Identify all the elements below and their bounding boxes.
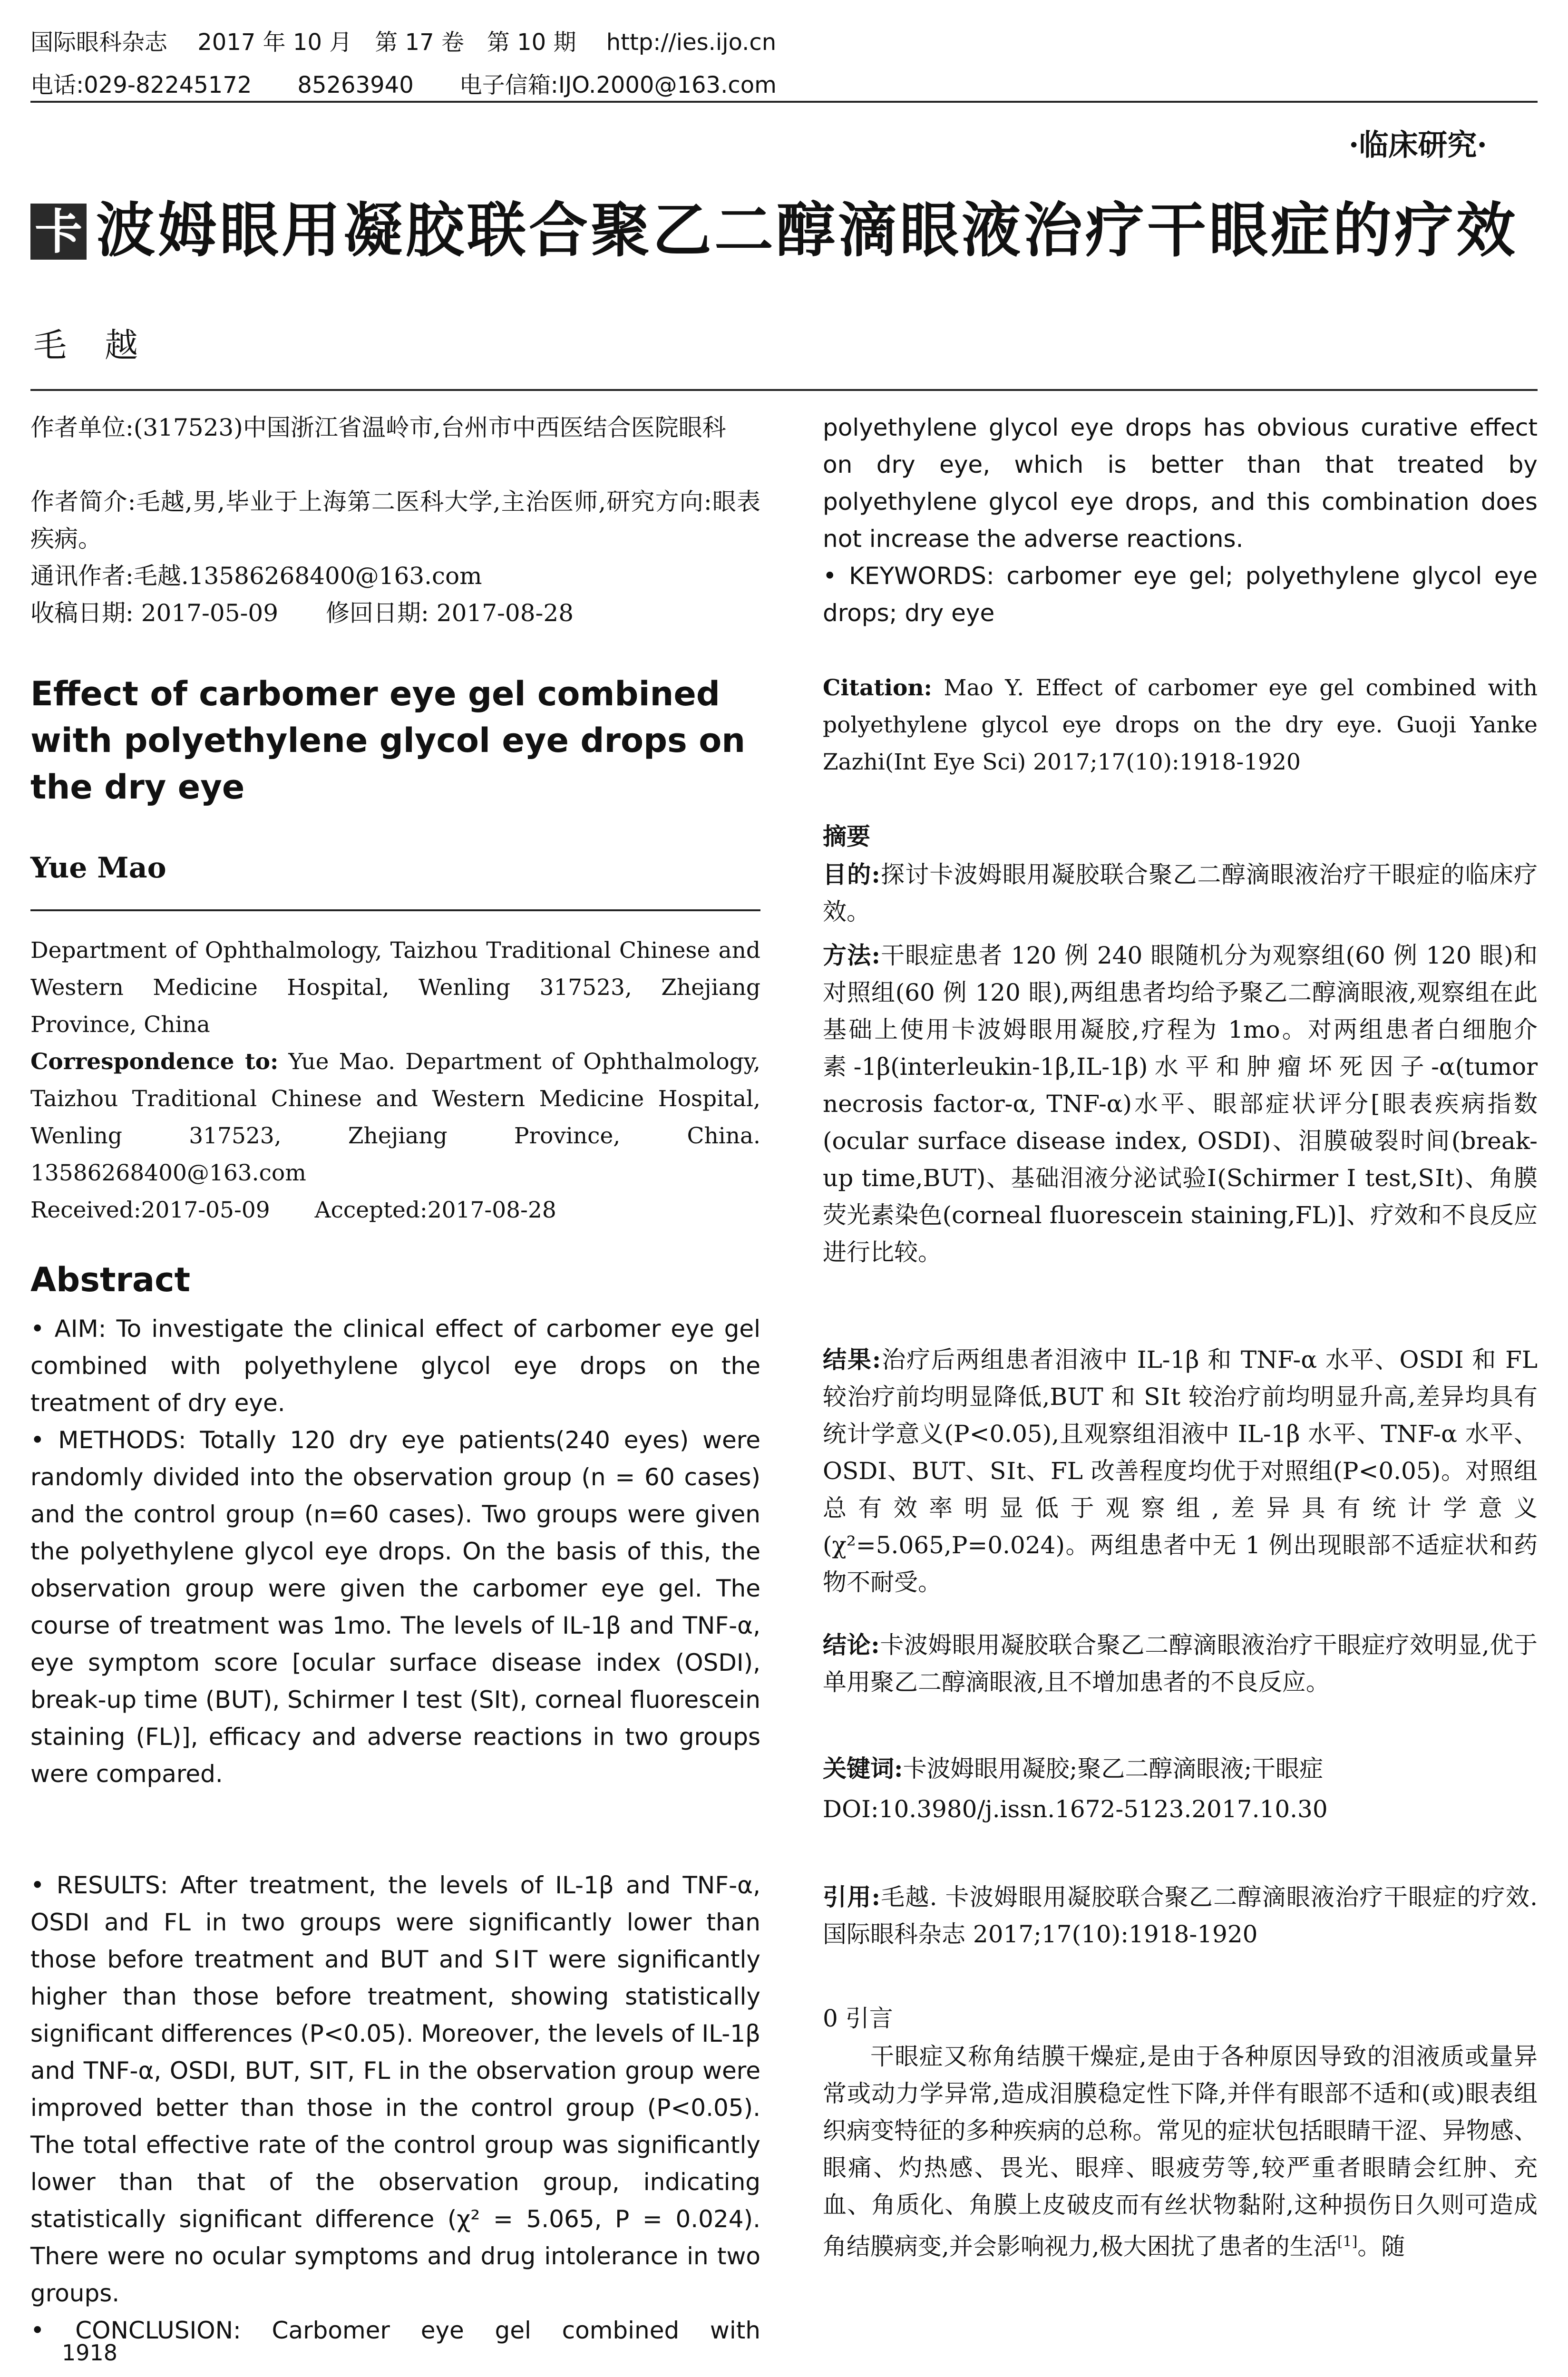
abstract-conclusion-start: • CONCLUSION: Carbomer eye gel combined with [30, 2317, 760, 2344]
english-author: Yue Mao [30, 851, 166, 885]
intro-paragraph [823, 2038, 1538, 2265]
cn-results-label: 结果: [823, 1345, 881, 1374]
journal-header-line2: 电话:029-82245172 85263940 电子信箱:IJO.2000@163.com [30, 72, 777, 98]
doi: DOI:10.3980/j.issn.1672-5123.2017.10.30 [823, 1795, 1328, 1823]
cn-abstract-methods [823, 937, 1538, 1271]
cn-results-text: 治疗后两组患者泪液中 IL-1β 和 TNF-α 水平、OSDI 和 FL 较治疗前均明显降低,BUT 和 SⅠt 较治疗前均明显升高,差异均具有统计学意义(P<0.05),且观察组泪液中 IL-1β 水平、TNF-α 水平、OSDI、BUT、SⅠt、FL 改善程度均优于对照组(P<0.05)。对照组总有效率明显低于观察组,差异具有统计学意义(χ²=5.065,P=0.024)。两组患者中无 1 例出现眼部不适症状和药物不耐受。 [823, 1346, 1538, 1596]
cn-aim-label: 目的: [823, 860, 880, 888]
citation-text: Mao Y. Effect of carbomer eye gel combined with polyethylene glycol eye drops on the dry eye. Guoji Yanke Zazhi(Int Eye Sci) 2017;17(10):1918-1920 [823, 675, 1538, 775]
abstract-conclusion-cont: polyethylene glycol eye drops has obvious curative effect on dry eye, which is better than that treated by polyethylene glycol eye drops, and this combination does not increase the adverse reactions. [823, 414, 1538, 553]
cn-conclusion-text: 卡波姆眼用凝胶联合聚乙二醇滴眼液治疗干眼症疗效明显,优于单用聚乙二醇滴眼液,且不增加患者的不良反应。 [823, 1631, 1538, 1696]
cn-keywords-label: 关键词: [823, 1754, 903, 1783]
cn-abstract-heading: 摘要 [823, 822, 870, 850]
title-first-char-mark: 卡 [30, 204, 87, 260]
abstract-keywords: • KEYWORDS: carbomer eye gel; polyethylene glycol eye drops; dry eye [823, 562, 1538, 627]
header-divider [30, 101, 1538, 103]
cn-conclusion-label: 结论: [823, 1631, 880, 1659]
cn-citation-text: 毛越. 卡波姆眼用凝胶联合聚乙二醇滴眼液治疗干眼症的疗效. 国际眼科杂志 2017;17(10):1918-1920 [823, 1883, 1538, 1948]
affiliation-unit: 作者单位:(317523)中国浙江省温岭市,台州市中西医结合医院眼科 [30, 414, 726, 441]
correspondence-text: Yue Mao. Department of Ophthalmology, Taizhou Traditional Chinese and Western Medicine Hospital, Wenling 317523, Zhejiang Province, China. 13586268400@163.com [30, 1049, 760, 1186]
received-dates: 收稿日期: 2017-05-09 修回日期: 2017-08-28 [30, 599, 574, 627]
author-cn: 毛越 [33, 326, 176, 365]
cn-abstract-aim [823, 856, 1538, 930]
cn-methods-label: 方法: [823, 941, 880, 969]
cn-citation-label: 引用: [823, 1883, 880, 1911]
intro-tail: 。随 [1357, 2232, 1405, 2260]
citation-label: Citation: [823, 675, 932, 701]
cn-keywords-text: 卡波姆眼用凝胶;聚乙二醇滴眼液;干眼症 [903, 1755, 1324, 1783]
article-title [30, 195, 1538, 266]
cn-aim-text: 探讨卡波姆眼用凝胶联合聚乙二醇滴眼液治疗干眼症的临床疗效。 [823, 861, 1538, 925]
abstract-heading: Abstract [30, 1260, 191, 1299]
abstract-methods: • METHODS: Totally 120 dry eye patients(240 eyes) were randomly divided into the observation group (n = 60 cases) and the control group (n=60 cases). Two groups were given the polyethylene glycol eye drops. On the basis of this, the observation group were given the carbomer eye gel. The course of treatment was 1mo. The levels of IL-1β and TNF-α, eye symptom score [ocular surface disease index (OSDI), break-up time (BUT), Schirmer Ⅰ test (SⅠt), corneal fluorescein staining (FL)], efficacy and adverse reactions in two groups were compared. [30, 1426, 760, 1788]
section-tag: ·临床研究· [1348, 127, 1487, 162]
intro-heading: 0 引言 [823, 2005, 893, 2032]
corresponding-author: 通讯作者:毛越.13586268400@163.com [30, 562, 482, 590]
abstract-aim: • AIM: To investigate the clinical effect of carbomer eye gel combined with polyethylene glycol eye drops on the treatment of dry eye. [30, 1315, 760, 1417]
intro-text: 干眼症又称角结膜干燥症,是由于各种原因导致的泪液质或量异常或动力学异常,造成泪膜稳定性下降,并伴有眼部不适和(或)眼表组织病变特征的多种疾病的总称。常见的症状包括眼睛干涩、异物感、眼痛、灼热感、畏光、眼痒、眼疲劳等,较严重者眼睛会红肿、充血、角质化、角膜上皮破皮而有丝状物黏附,这种损伤日久则可造成角结膜病变,并会影响视力,极大困扰了患者的生活 [823, 2043, 1538, 2260]
cn-citation [823, 1879, 1538, 1953]
title-divider [30, 389, 1538, 391]
en-author-divider [30, 909, 760, 911]
author-intro: 作者简介:毛越,男,毕业于上海第二医科大学,主治医师,研究方向:眼表疾病。 [30, 488, 760, 553]
cn-abstract-keywords [823, 1750, 1538, 1787]
cn-methods-text: 干眼症患者 120 例 240 眼随机分为观察组(60 例 120 眼)和对照组(60 例 120 眼),两组患者均给予聚乙二醇滴眼液,观察组在此基础上使用卡波姆眼用凝胶,疗程为 1mo。对两组患者白细胞介素-1β(interleukin-1β,IL-1β)水平和肿瘤坏死因子-α(tumor necrosis factor-α, TNF-α)水平、眼部症状评分[眼表疾病指数(ocular surface disease index, OSDI)、泪膜破裂时间(break-up time,BUT)、基础泪液分泌试验Ⅰ(Schirmer Ⅰ test,SⅠt)、角膜荧光素染色(corneal fluorescein staining,FL)]、疗效和不良反应进行比较。 [823, 942, 1538, 1266]
page-number: 1918 [62, 2340, 118, 2366]
english-correspondence [30, 1043, 760, 1192]
title-text: 波姆眼用凝胶联合聚乙二醇滴眼液治疗干眼症的疗效 [96, 196, 1519, 265]
english-dates: Received:2017-05-09 Accepted:2017-08-28 [30, 1197, 556, 1223]
cn-abstract-results [823, 1341, 1538, 1601]
journal-header-line1: 国际眼科杂志 2017 年 10 月 第 17 卷 第 10 期 http://ies.ijo.cn [30, 29, 777, 56]
cn-abstract-conclusion [823, 1627, 1538, 1701]
citation-en [823, 670, 1538, 781]
english-department: Department of Ophthalmology, Taizhou Traditional Chinese and Western Medicine Hospital, Wenling 317523, Zhejiang Province, China [30, 937, 760, 1038]
abstract-results: • RESULTS: After treatment, the levels of IL-1β and TNF-α, OSDI and FL in two groups were significantly lower than those before treatment and BUT and SⅠT were significantly higher than those before treatment, showing statistically significant differences (P<0.05). Moreover, the levels of IL-1β and TNF-α, OSDI, BUT, SⅠT, FL in the observation group were improved better than those in the control group (P<0.05). The total effective rate of the control group was significantly lower than that of the observation group, indicating statistically significant difference (χ² = 5.065, P = 0.024). There were no ocular symptoms and drug intolerance in two groups. [30, 1871, 760, 2307]
english-title: Effect of carbomer eye gel combined with polyethylene glycol eye drops on the dry eye [30, 674, 746, 807]
correspondence-label: Correspondence to: [30, 1049, 279, 1075]
reference-marker: [1] [1337, 2233, 1358, 2250]
